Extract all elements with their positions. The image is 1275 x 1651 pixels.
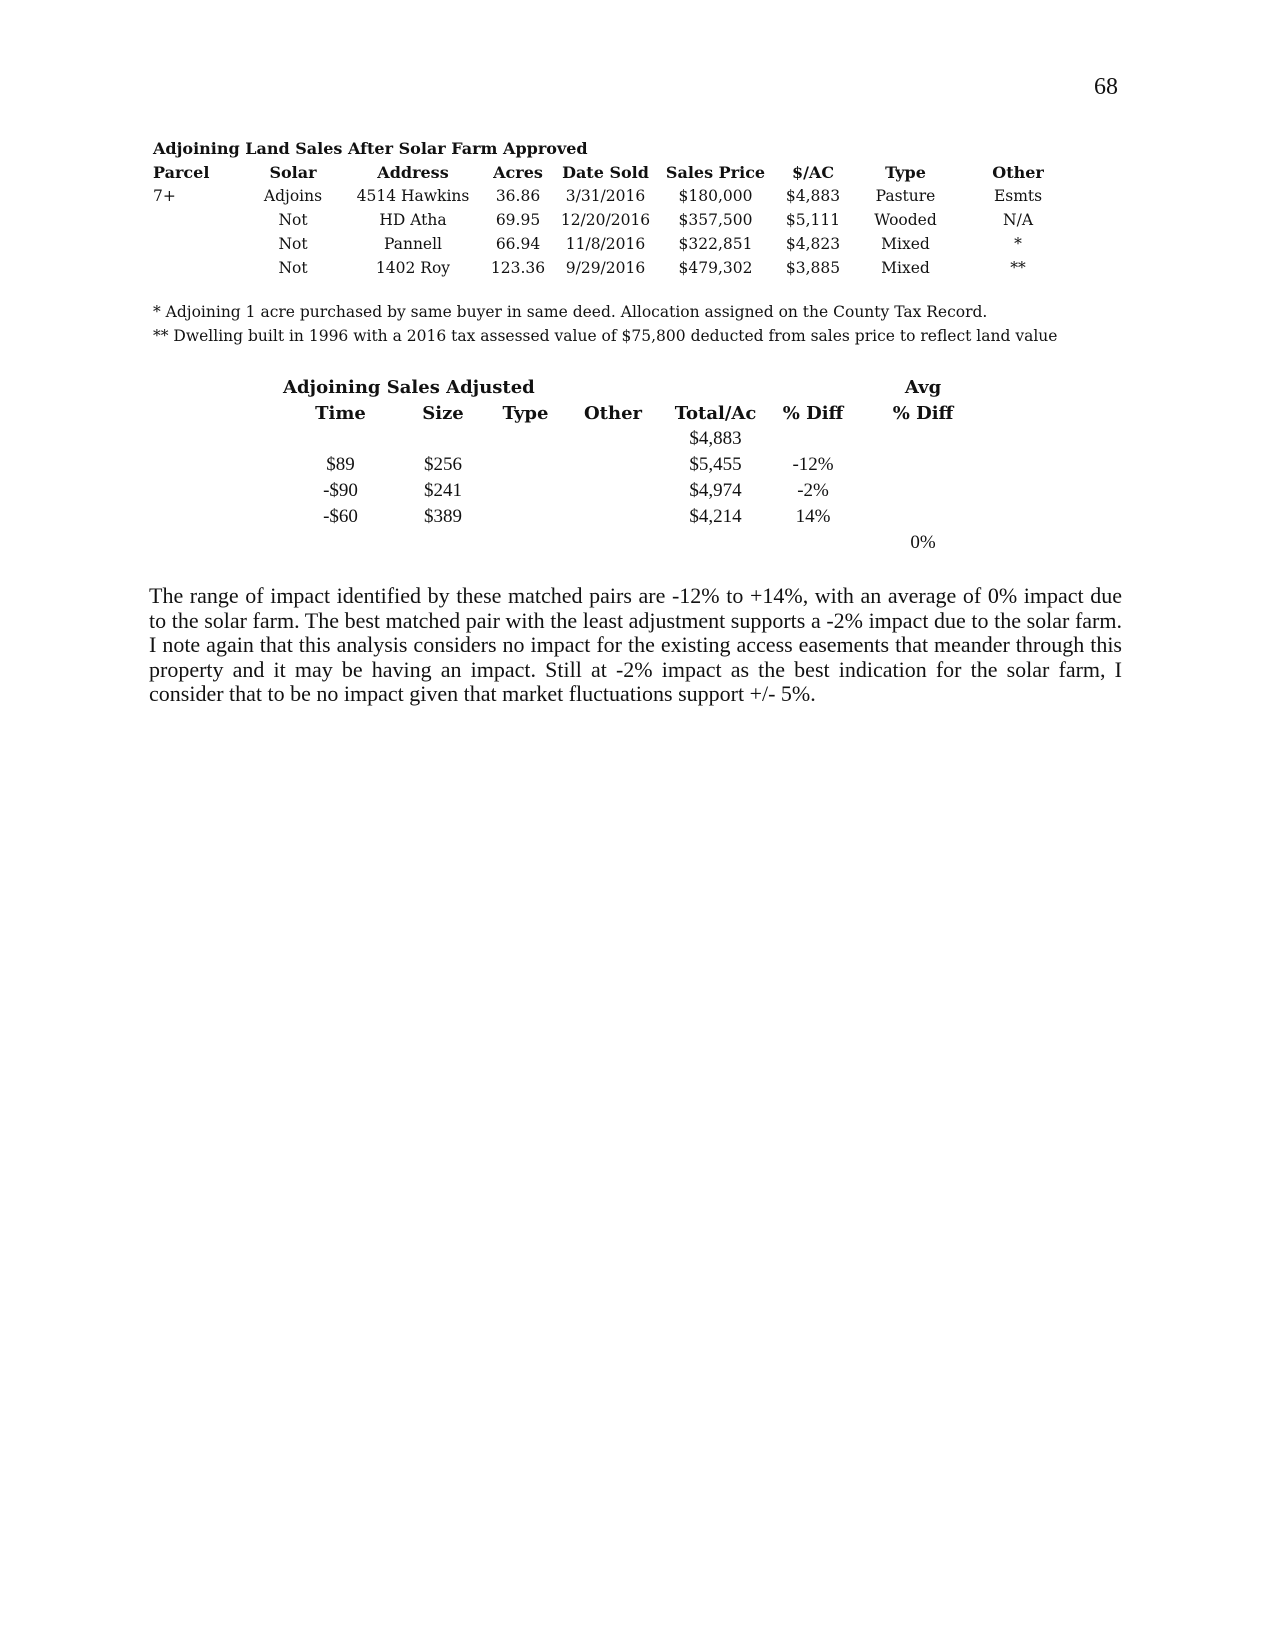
table-cell (563, 478, 663, 504)
table-cell: 4514 Hawkins (356, 187, 470, 205)
table-cell: Mixed (881, 235, 930, 253)
table-cell: Esmts (993, 187, 1043, 205)
table-cell: Pannell (383, 235, 443, 253)
table-row (283, 504, 988, 530)
table-cell: $5,111 (785, 211, 841, 229)
column-header: Size (422, 402, 464, 424)
column-header: Sales Price (665, 162, 766, 182)
column-header: Solar (269, 162, 317, 182)
column-header: Date Sold (562, 162, 649, 182)
table-cell: $322,851 (678, 235, 753, 253)
table-cell: 3/31/2016 (565, 187, 646, 205)
table-cell: Pasture (875, 187, 936, 205)
table-cell: 69.95 (495, 211, 541, 229)
table-cell (283, 426, 398, 452)
table-cell: $4,823 (785, 235, 841, 253)
column-header: Other (583, 402, 643, 424)
table-cell: HD Atha (379, 211, 447, 229)
column-header: % Diff (892, 402, 954, 424)
table-cell: $241 (424, 480, 462, 501)
analysis-paragraph: The range of impact identified by these matched pairs are -12% to +14%, with an average of 0% impact due to the solar farm. The best matched pair with the least adjustment supports a -2% impact due to the solar farm. I note again that this analysis considers no impact for the existing access easements that meander through this property and it may be having an impact. Still at -2% impact as the best indication for the solar farm, I consider that to be no impact given that market fluctuations support +/- 5%. (149, 583, 1122, 706)
table-cell: $180,000 (678, 187, 753, 205)
table-cell (488, 426, 563, 452)
table-cell: 12/20/2016 (560, 211, 651, 229)
column-header: % Diff (782, 402, 844, 424)
table-cell (858, 478, 988, 504)
table-cell: 66.94 (495, 235, 541, 253)
table-cell: $3,885 (785, 259, 841, 277)
land-sales-table (153, 136, 1083, 280)
table-cell: -$60 (323, 506, 358, 527)
land-sales-header-row (153, 160, 1083, 184)
table-cell: $479,302 (678, 259, 753, 277)
column-header: Type (502, 402, 549, 424)
adjusted-caption: Adjoining Sales Adjusted (283, 376, 535, 398)
footnote: ** Dwelling built in 1996 with a 2016 tax assessed value of $75,800 deducted from sales price to reflect land value (153, 327, 1058, 345)
table-cell (858, 452, 988, 478)
page-number: 68 (1094, 74, 1118, 100)
land-sales-caption: Adjoining Land Sales After Solar Farm Approved (153, 138, 588, 158)
column-header: $/AC (791, 162, 835, 182)
table-cell (153, 256, 248, 280)
table-cell: 36.86 (495, 187, 541, 205)
table-cell (858, 426, 988, 452)
table-cell (153, 232, 248, 256)
table-cell: N/A (1003, 211, 1034, 229)
table-cell (563, 452, 663, 478)
table-cell: 11/8/2016 (565, 235, 646, 253)
column-header: Other (992, 162, 1044, 182)
table-cell: Wooded (874, 211, 937, 229)
table-cell: $389 (424, 506, 462, 527)
table-row (283, 426, 988, 452)
table-cell (488, 478, 563, 504)
table-cell: 1402 Roy (375, 259, 451, 277)
column-header: Time (315, 402, 366, 424)
table-cell: * (1014, 235, 1022, 253)
table-row (283, 478, 988, 504)
column-header: Acres (493, 162, 543, 182)
table-row (153, 208, 1083, 232)
table-cell: 7+ (153, 187, 176, 205)
table-cell: ** (1010, 259, 1026, 277)
column-header: Address (377, 162, 449, 182)
table-row (283, 452, 988, 478)
table-cell: -12% (792, 454, 834, 475)
table-cell (563, 504, 663, 530)
table-cell (488, 504, 563, 530)
table-cell: $5,455 (689, 454, 742, 475)
table-cell: $256 (424, 454, 462, 475)
table-cell: $4,883 (785, 187, 841, 205)
column-header: Total/Ac (674, 402, 757, 424)
table-cell: -$90 (323, 480, 358, 501)
footnote: * Adjoining 1 acre purchased by same buyer in same deed. Allocation assigned on the County Tax Record. (153, 303, 988, 321)
table-cell (768, 426, 858, 452)
table-cell: $89 (326, 454, 355, 475)
adjusted-header-row (283, 400, 988, 426)
table-cell (488, 452, 563, 478)
table-cell: $4,214 (689, 506, 742, 527)
table-cell: Adjoins (263, 187, 323, 205)
table-cell: $4,883 (689, 428, 742, 449)
adjusted-sales-table (283, 374, 988, 556)
table-cell: $4,974 (689, 480, 742, 501)
table-row (153, 256, 1083, 280)
column-header: Parcel (153, 162, 210, 182)
table-cell: Not (278, 235, 308, 253)
table-cell: 123.36 (490, 259, 546, 277)
table-cell (398, 426, 488, 452)
table-cell: Not (278, 259, 308, 277)
table-cell: 14% (795, 506, 831, 527)
average-row (283, 530, 988, 556)
table-cell (858, 504, 988, 530)
table-cell: -2% (797, 480, 829, 501)
table-row (153, 232, 1083, 256)
table-cell (563, 426, 663, 452)
footnotes (153, 300, 1057, 348)
table-row (153, 184, 1083, 208)
table-cell: Mixed (881, 259, 930, 277)
table-cell: Not (278, 211, 308, 229)
table-cell: $357,500 (678, 211, 753, 229)
column-header: Type (885, 162, 926, 182)
table-cell (153, 208, 248, 232)
average-diff: 0% (910, 532, 936, 553)
avg-label: Avg (904, 376, 942, 398)
table-cell: 9/29/2016 (565, 259, 646, 277)
